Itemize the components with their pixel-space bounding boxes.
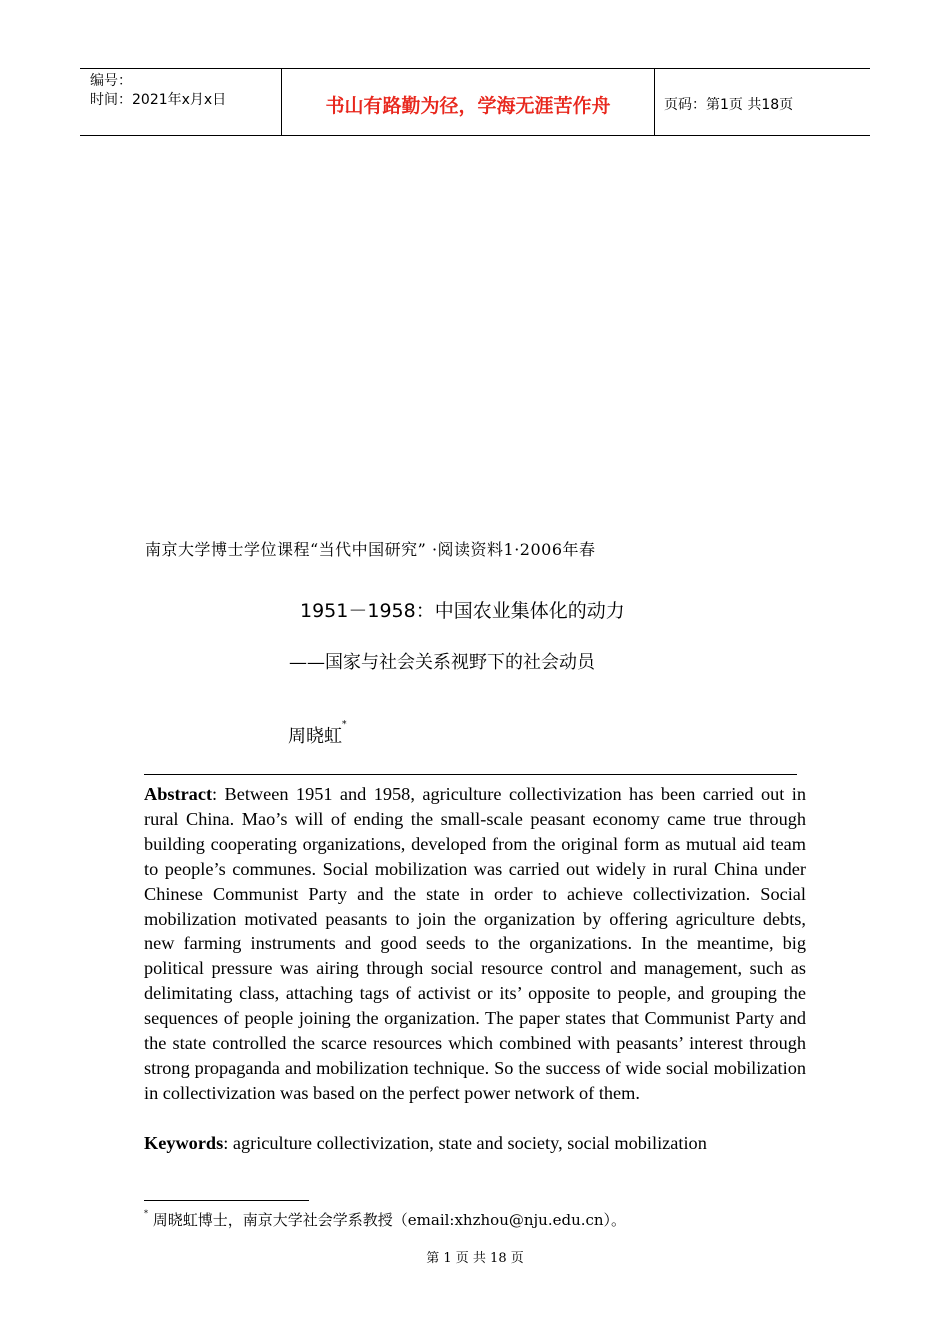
abstract (144, 782, 806, 1106)
serial-label: 编号： (90, 73, 132, 89)
abstract-label: Abstract (144, 784, 213, 804)
header-divider-right (654, 68, 655, 136)
footnote (144, 1209, 626, 1230)
header-motto: 书山有路勤为径，学海无涯苦作舟 (325, 95, 611, 117)
paper-subtitle: ——国家与社会关系视野下的社会动员 (289, 652, 595, 673)
abstract-rule (144, 774, 797, 775)
abstract-text: : Between 1951 and 1958, agriculture collectivization has been carried out in rural China. Mao’s will of ending the small-scale peasant economy came true through building cooperating organizations, developed from the original form as mutual aid team to people’s communes. Social mobilization was carried out widely in rural China under Chinese Communist Party and the state in order to achieve collectivization. Social mobilization motivated peasants to join the organization by offering agriculture debts, new farming instruments and good seeds to the organizations. In the meantime, big political pressure was airing through social resource control and management, such as delimitating class, attaching tags of activist or its’ opposite to people, and grouping the sequences of people joining the organization. The paper states that Communist Party and the state controlled the scarce resources which combined with peasants’ interest through strong propaganda and mobilization technique. So the success of wide social mobilization in collectivization was based on the perfect power network of them. (144, 784, 806, 1103)
footnote-mark: * (144, 1209, 148, 1218)
footnote-text: 周晓虹博士，南京大学社会学系教授（email:xhzhou@nju.edu.cn）。 (152, 1211, 627, 1229)
course-line: 南京大学博士学位课程“当代中国研究” ·阅读资料1·2006年春 (145, 540, 596, 559)
page-footer: 第 1 页 共 18 页 (426, 1251, 524, 1266)
header-bottom-rule (80, 135, 870, 136)
paper-title: 1951－1958：中国农业集体化的动力 (300, 600, 625, 622)
author-name: 周晓虹 (288, 726, 342, 747)
header-top-rule (80, 68, 870, 69)
footnote-rule (144, 1200, 309, 1201)
author (288, 722, 347, 748)
header-meta (90, 72, 226, 110)
header-page-info: 页码：第1页 共18页 (664, 97, 794, 113)
date-label: 时间：2021年x月x日 (90, 92, 227, 108)
keywords-text: : agriculture collectivization, state and society, social mobilization (223, 1133, 707, 1153)
keywords-label: Keywords (144, 1133, 224, 1153)
author-footnote-mark: * (342, 720, 347, 730)
keywords (144, 1131, 806, 1156)
